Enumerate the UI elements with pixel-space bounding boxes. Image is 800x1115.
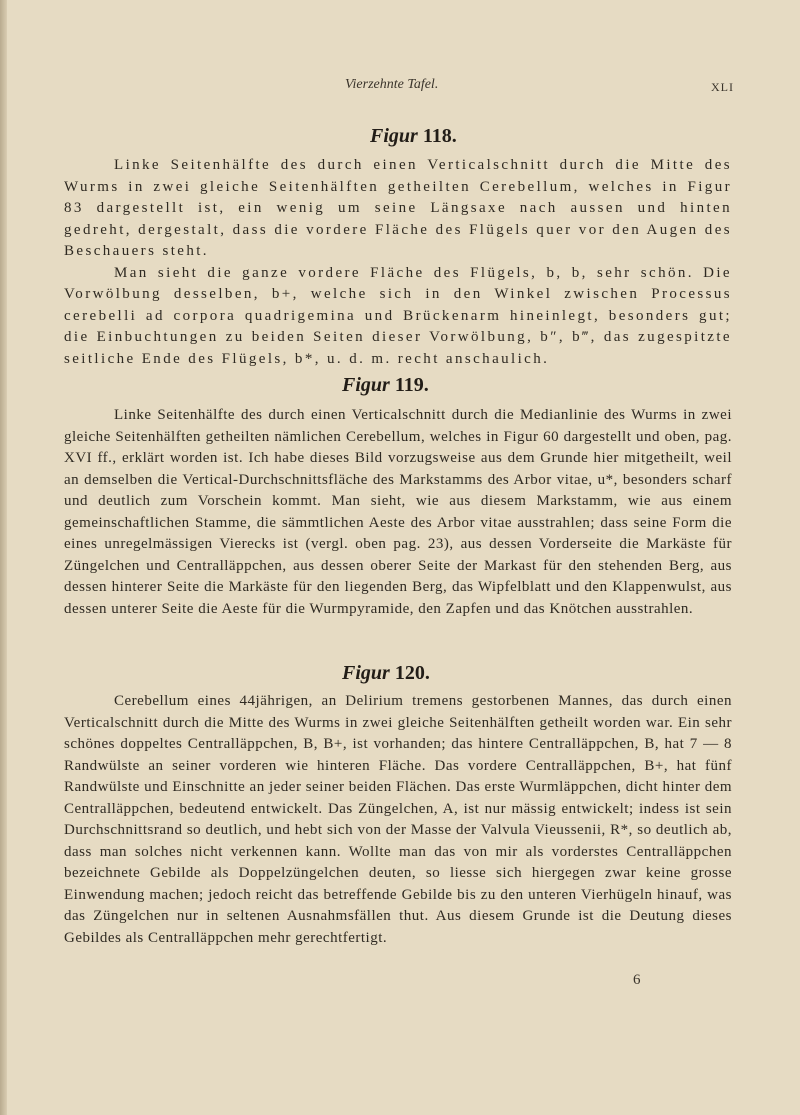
section-heading-120: [342, 662, 430, 685]
heading-word: Figur: [342, 374, 390, 396]
footer-page-number: 6: [633, 972, 641, 988]
paragraph: Man sieht die ganze vordere Fläche des Flügels, b, b, sehr schön. Die Vorwölbung desselben, b+, welche sich in den Winkel zwischen Processus cerebelli ad corpora quadrigemina und Brückenarm hineinlegt, besonders gut; die Einbuchtungen zu beiden Seiten dieser Vorwölbung, b″, b‴, das zugespitzte seitliche Ende des Flügels, b*, u. d. m. recht anschaulich.: [64, 264, 732, 367]
section-heading-119: [342, 374, 429, 397]
page-edge: [0, 0, 7, 1115]
heading-number: 118.: [422, 125, 457, 147]
running-header-title: Vierzehnte Tafel.: [345, 77, 439, 92]
section-body-119: [64, 405, 732, 620]
heading-word: Figur: [370, 125, 418, 147]
section-body-118: [64, 155, 732, 370]
section-body-120: [64, 691, 732, 949]
section-heading-118: [370, 125, 457, 148]
heading-word: Figur: [342, 662, 390, 684]
heading-number: 120.: [394, 662, 430, 684]
running-header-page-number: XLI: [711, 80, 734, 94]
paragraph: Linke Seitenhälfte des durch einen Verticalschnitt durch die Mitte des Wurms in zwei gleiche Seitenhälften getheilten Cerebellum, welches in Figur 83 dargestellt ist, ein wenig um seine Längsaxe nach aussen und hinten gedreht, dergestalt, dass die vordere Fläche des Flügels quer vor den Augen des Beschauers steht.: [64, 157, 732, 259]
paragraph: Linke Seitenhälfte des durch einen Verticalschnitt durch die Medianlinie des Wurms in zwei gleiche Seitenhälften getheilten nämlichen Cerebellum, welches in Figur 60 dargestellt und oben, pag. XVI ff., erklärt worden ist. Ich habe dieses Bild vorzugsweise aus dem Grunde hier mitgetheilt, weil an demselben die Vertical-Durchschnittsfläche des Markstamms des Arbor vitae, u*, besonders scharf und deutlich zum Vorschein kommt. Man sieht, wie aus diesem Markstamm, wie aus einem gemeinschaftlichen Stamme, die sämmtlichen Aeste des Arbor vitae ausstrahlen; dass seine Form die eines unregelmässigen Vierecks ist (vergl. oben pag. 23), aus dessen Vorderseite die Markäste für Züngelchen und Centralläppchen, aus dessen oberer Seite der Markast für den stehenden Berg, aus dessen hinterer Seite die Markäste für den liegenden Berg, das Wipfelblatt und den Klappenwulst, aus dessen unterer Seite die Aeste für die Wurmpyramide, den Zapfen und das Knötchen ausstrahlen.: [64, 407, 732, 617]
paragraph: Cerebellum eines 44jährigen, an Delirium tremens gestorbenen Mannes, das durch einen Verticalschnitt durch die Mitte des Wurms in zwei gleiche Seitenhälften getheilt worden war. Ein sehr schönes doppeltes Centralläppchen, B, B+, ist vorhanden; das hintere Centralläppchen, B, hat 7 — 8 Randwülste an seiner vorderen wie hinteren Fläche. Das vordere Centralläppchen, B+, hat fünf Randwülste und Einschnitte an jeder seiner beiden Flächen. Das erste Wurmläppchen, dicht hinter dem Centralläppchen, bedeutend entwickelt. Das Züngelchen, A, ist nur mässig entwickelt; indess ist sein Durchschnittsrand so deutlich, und hebt sich von der Masse der Valvula Vieussenii, R*, so deutlich ab, dass man solches nicht verkennen kann. Wollte man das von mir als vorderstes Centralläppchen bezeichnete Gebilde als Doppelzüngelchen deuten, so liesse sich hiergegen zwar keine grosse Einwendung machen; jedoch reicht das betreffende Gebilde bis zu den unteren Vierhügeln hinauf, was das Züngelchen nur in seltenen Ausnahmsfällen thut. Aus diesem Grunde ist die Deutung dieses Gebildes als Centralläppchen mehr gerechtfertigt.: [64, 693, 733, 946]
heading-number: 119.: [394, 374, 429, 396]
